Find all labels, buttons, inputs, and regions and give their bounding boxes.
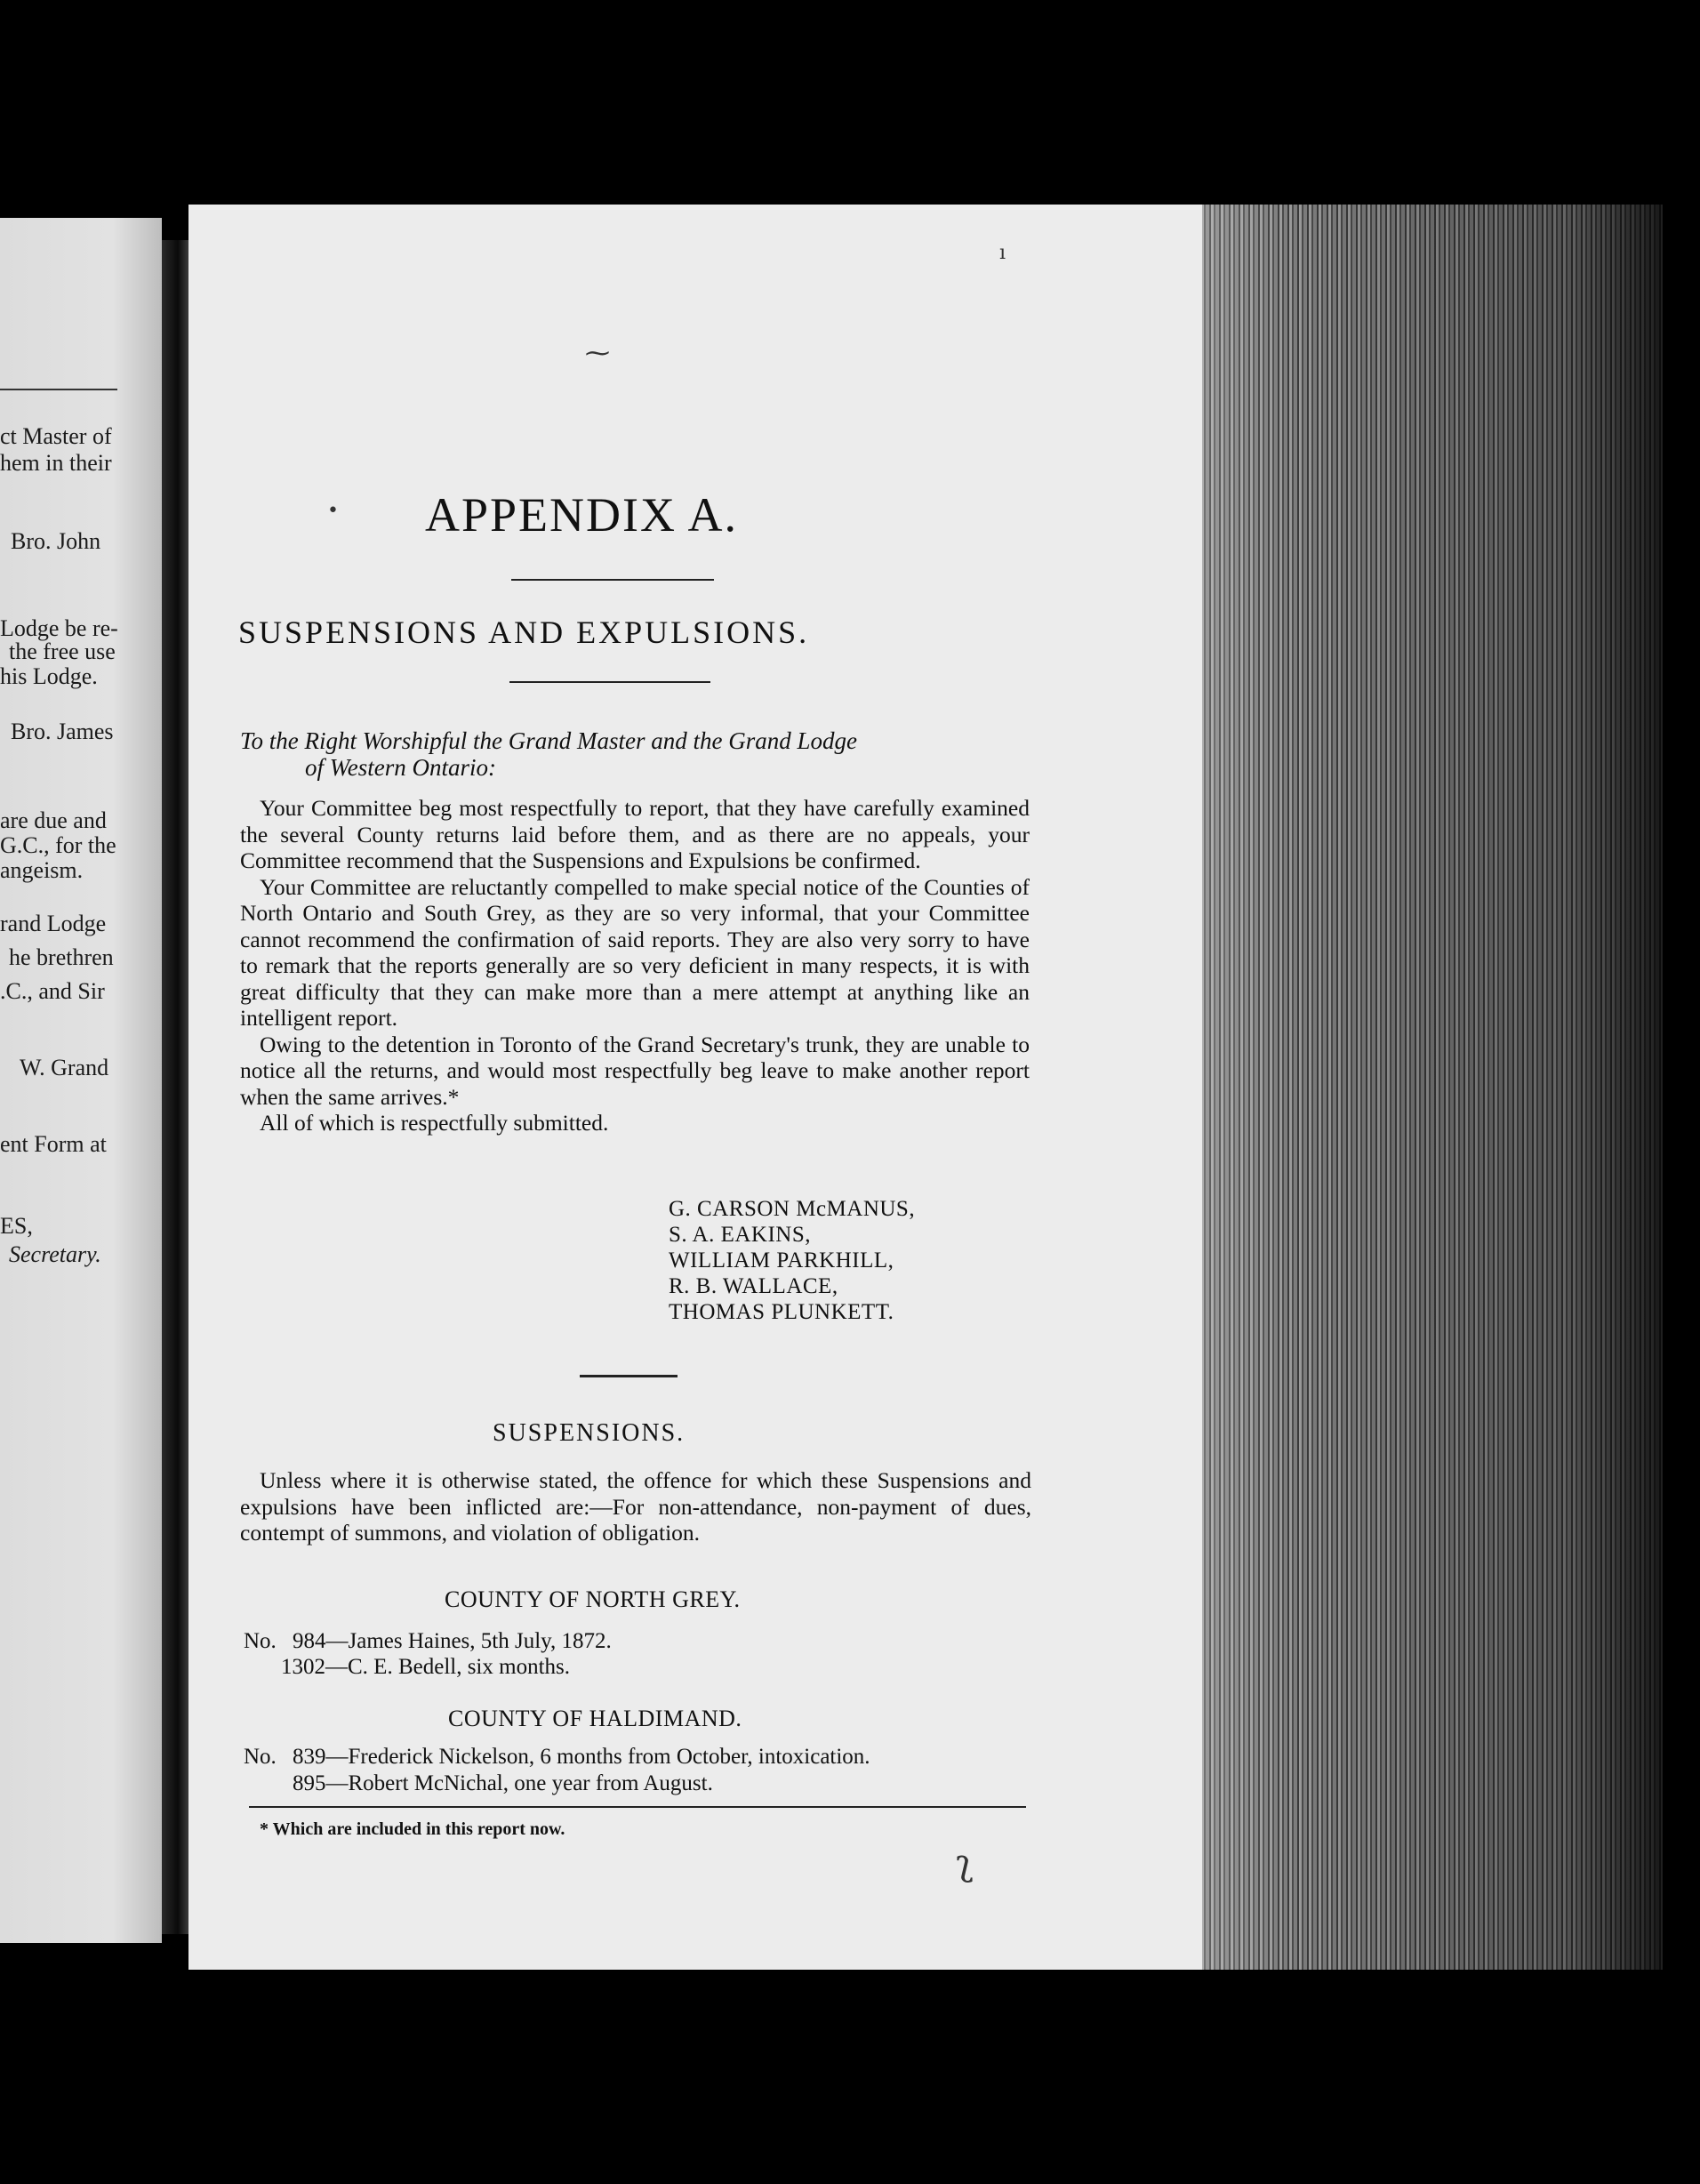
left-page-fragment: G.C., for the xyxy=(0,832,116,858)
section-divider xyxy=(580,1375,678,1377)
bullet-mark: • xyxy=(327,500,339,522)
left-page-fragment: W. Grand xyxy=(20,1055,109,1080)
left-page-fragment: Bro. John xyxy=(11,528,101,554)
signatory: S. A. EAKINS, xyxy=(669,1223,811,1247)
suspensions-heading: SUSPENSIONS. xyxy=(493,1419,686,1447)
book-gutter xyxy=(162,240,188,1934)
left-page-fragment: are due and xyxy=(0,807,107,833)
report-paragraph-2: Your Committee are reluctantly compelled to make special notice of the Counties of North Ontario and South Grey, as they are so very informal, that your Committee cannot recommend the confirmation of said reports. They are also very sorry to have to remark that the reports generally are so very deficient in many respects, it is with great difficulty that they can make more than a mere attempt at anything like an intelligent report. xyxy=(240,873,1030,1031)
footnote: * Which are included in this report now. xyxy=(260,1819,565,1839)
county-heading: COUNTY OF NORTH GREY. xyxy=(445,1586,741,1612)
left-page-fragment: rand Lodge xyxy=(0,911,107,936)
entry-prefix: No. xyxy=(244,1745,277,1769)
ink-mark: ⁓ xyxy=(585,338,610,367)
section-subtitle: SUSPENSIONS AND EXPULSIONS. xyxy=(238,614,810,650)
left-page-fragment: .C., and Sir xyxy=(0,978,105,1004)
left-page-rule xyxy=(0,389,117,390)
left-page-fragment: the free use xyxy=(9,638,116,664)
subtitle-rule xyxy=(509,681,710,683)
book-page-edges xyxy=(1191,205,1663,1970)
appendix-title: APPENDIX A. xyxy=(425,488,739,542)
report-paragraph-4: All of which is respectfully submitted. xyxy=(260,1110,609,1136)
left-page-fragment: hem in their xyxy=(0,450,112,476)
left-facing-page xyxy=(0,218,162,1943)
left-page-fragment: Lodge be re- xyxy=(0,615,118,641)
left-page-fragment: angeism. xyxy=(0,857,84,883)
suspensions-intro-text: Unless where it is otherwise stated, the offence for which these Suspensions and expulsions have been inflicted are:—For non-attendance, non-payment of dues, contempt of summons, and violation of obligation. xyxy=(240,1467,1031,1546)
report-paragraph-1: Your Committee beg most respectfully to report, that they have carefully examined the several County returns laid before them, and as there are no appeals, your Committee recommend that the Suspensions and Expulsions be confirmed. xyxy=(240,795,1030,873)
county-heading: COUNTY OF HALDIMAND. xyxy=(448,1706,742,1731)
suspension-entry: 984—James Haines, 5th July, 1872. xyxy=(293,1629,612,1653)
suspensions-intro xyxy=(240,1467,1031,1546)
report-body xyxy=(240,795,1030,1136)
left-page-fragment: Bro. James xyxy=(11,719,114,744)
left-page-fragment: ent Form at xyxy=(0,1131,107,1157)
entry-prefix: No. xyxy=(244,1629,277,1653)
address-line-2: of Western Ontario: xyxy=(305,754,496,781)
left-page-fragment: he brethren xyxy=(9,944,114,970)
left-page-fragment: ES, xyxy=(0,1213,33,1239)
suspension-entry: 895—Robert McNichal, one year from August. xyxy=(293,1771,713,1795)
report-paragraph-3: Owing to the detention in Toronto of the Grand Secretary's trunk, they are unable to notice all the returns, and would most respectfully beg leave to make another report when the same arrives.* xyxy=(240,1031,1030,1110)
suspension-entry: 1302—C. E. Bedell, six months. xyxy=(281,1655,570,1679)
signatory: THOMAS PLUNKETT. xyxy=(669,1300,894,1324)
left-page-fragment: Secretary. xyxy=(9,1241,101,1267)
left-page-fragment: his Lodge. xyxy=(0,663,98,689)
signatories xyxy=(669,1196,915,1325)
signatory: R. B. WALLACE, xyxy=(669,1274,838,1298)
ink-mark: ʅ xyxy=(956,1843,974,1883)
title-rule xyxy=(511,579,714,581)
suspension-entry: 839—Frederick Nickelson, 6 months from October, intoxication. xyxy=(293,1745,870,1769)
signatory: G. CARSON McMANUS, xyxy=(669,1197,916,1221)
left-page-fragment: ct Master of xyxy=(0,423,112,449)
ink-mark: ı xyxy=(999,242,1006,264)
footnote-rule xyxy=(249,1806,1026,1808)
signatory: WILLIAM PARKHILL, xyxy=(669,1249,894,1273)
address-line-1: To the Right Worshipful the Grand Master and the Grand Lodge xyxy=(240,727,858,754)
